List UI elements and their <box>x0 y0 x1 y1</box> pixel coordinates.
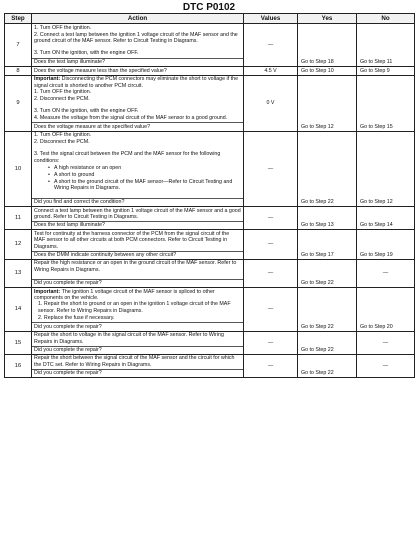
step-number: 16 <box>5 354 32 377</box>
step-value: — <box>244 230 298 260</box>
action-item: 1. Turn OFF the ignition. <box>34 88 92 95</box>
step-action: Repair the short to voltage in the signal circuit of the MAF sensor. Refer to Wiring Repairs in Diagrams. <box>32 331 244 346</box>
step-no: Go to Step 15 <box>357 75 415 131</box>
table-row <box>5 331 415 346</box>
table-row <box>5 354 415 369</box>
table-row <box>5 259 415 279</box>
step-number: 9 <box>5 75 32 131</box>
step-action <box>32 288 244 323</box>
step-no: — <box>357 331 415 354</box>
table-row <box>5 75 415 123</box>
step-question: Did you complete the repair? <box>32 323 244 331</box>
step-value: — <box>244 354 298 377</box>
step-value: — <box>244 207 298 230</box>
important-label: Important: <box>34 288 61 295</box>
action-item: 2. Connect a test lamp between the ignition 1 voltage circuit of the MAF sensor and the ground circuit of the MAF sensor. Refer to Circuit Testing in Diagrams. <box>34 31 238 45</box>
important-text: The ignition 1 voltage circuit of the MAF sensor is spliced to other components on the vehicle. <box>34 288 215 302</box>
step-yes: Go to Step 18 <box>298 24 357 67</box>
bullet-item: A short to the ground circuit of the MAF sensor—Refer to Circuit Testing and Wiring Repairs in Diagrams. <box>54 178 233 192</box>
header-action: Action <box>32 14 244 24</box>
important-label: Important: <box>34 76 61 83</box>
header-step: Step <box>5 14 32 24</box>
table-row <box>5 230 415 251</box>
step-yes: Go to Step 12 <box>298 75 357 131</box>
bullet-icon: • <box>48 171 50 178</box>
step-yes: Go to Step 22 <box>298 354 357 377</box>
step-number: 14 <box>5 288 32 332</box>
step-value: — <box>244 259 298 287</box>
step-value: — <box>244 288 298 332</box>
action-text: Repair the high resistance or an open in the ground circuit of the MAF sensor. Refer to Wiring Repairs in Diagrams. <box>34 260 237 273</box>
step-yes: Go to Step 22 <box>298 131 357 206</box>
step-value: 0 V <box>244 75 298 131</box>
action-item: 2. Disconnect the PCM. <box>34 95 90 102</box>
action-item: 4. Measure the voltage from the signal circuit of the MAF sensor to a good ground. <box>34 114 228 121</box>
header-row <box>5 14 415 24</box>
bullet-item: A short to ground <box>54 171 95 178</box>
action-item: 2. Disconnect the PCM. <box>34 139 90 146</box>
step-question: Does the test lamp illuminate? <box>32 58 244 66</box>
step-value: — <box>244 331 298 354</box>
step-yes: Go to Step 13 <box>298 207 357 230</box>
step-yes: Go to Step 22 <box>298 288 357 332</box>
step-action: Connect a test lamp between the ignition 1 voltage circuit of the MAF sensor and a good ground. Refer to Circuit Testing in Diagrams. <box>32 207 244 222</box>
step-action <box>32 24 244 58</box>
header-values: Values <box>244 14 298 24</box>
action-item: 3. Turn ON the ignition, with the engine OFF. <box>34 107 139 114</box>
table-row <box>5 288 415 323</box>
step-no: — <box>357 259 415 287</box>
step-no: Go to Step 20 <box>357 288 415 332</box>
table-row <box>5 207 415 222</box>
step-question: Does the test lamp illuminate? <box>32 221 244 229</box>
step-no: Go to Step 9 <box>357 67 415 75</box>
bullet-item: A high resistance or an open <box>54 164 122 171</box>
step-no: Go to Step 19 <box>357 230 415 260</box>
step-yes: Go to Step 10 <box>298 67 357 75</box>
step-number: 7 <box>5 24 32 67</box>
step-yes: Go to Step 17 <box>298 230 357 260</box>
step-action <box>32 75 244 123</box>
bullet-icon: • <box>48 178 50 185</box>
step-question: Does the voltage measure at the specified value? <box>32 123 244 131</box>
step-number: 10 <box>5 131 32 206</box>
step-action: Test for continuity at the harness connector of the PCM from the signal circuit of the MAF sensor to all other circuits at both PCM connectors. Refer to Circuit Testing in Diagrams. <box>32 230 244 251</box>
step-action <box>32 259 244 279</box>
step-question: Does the voltage measure less than the specified value? <box>32 67 244 75</box>
step-no: Go to Step 12 <box>357 131 415 206</box>
step-no: Go to Step 11 <box>357 24 415 67</box>
step-number: 8 <box>5 67 32 75</box>
step-question: Does the DMM indicate continuity between any other circuit? <box>32 251 244 259</box>
step-question: Did you complete the repair? <box>32 369 244 377</box>
step-question: Did you complete the repair? <box>32 279 244 287</box>
page-title: DTC P0102 <box>182 2 236 13</box>
action-item: 3. Turn ON the ignition, with the engine OFF. <box>34 50 139 57</box>
step-no: Go to Step 14 <box>357 207 415 230</box>
step-value: — <box>244 24 298 67</box>
table-row <box>5 67 415 75</box>
step-yes: Go to Step 22 <box>298 259 357 287</box>
header-yes: Yes <box>298 14 357 24</box>
step-question: Did you find and correct the condition? <box>32 198 244 206</box>
step-value: — <box>244 131 298 206</box>
step-action: Repair the short between the signal circuit of the MAF sensor and the circuit for which the DTC set. Refer to Wiring Repairs in Diagrams. <box>32 354 244 369</box>
action-item: 3. Test the signal circuit between the PCM and the MAF sensor for the following conditions: <box>34 151 221 164</box>
step-question: Did you complete the repair? <box>32 346 244 354</box>
step-number: 11 <box>5 207 32 230</box>
action-item: 1. Turn OFF the ignition. <box>34 24 92 31</box>
action-item: 2. Replace the fuse if necessary. <box>38 314 115 321</box>
step-no: — <box>357 354 415 377</box>
step-number: 12 <box>5 230 32 260</box>
step-action <box>32 131 244 198</box>
table-row <box>5 24 415 58</box>
step-number: 15 <box>5 331 32 354</box>
step-yes: Go to Step 22 <box>298 331 357 354</box>
header-no: No <box>357 14 415 24</box>
table-row <box>5 131 415 198</box>
diagnostic-table <box>4 13 415 378</box>
action-item: 1. Turn OFF the ignition. <box>34 132 92 139</box>
bullet-icon: • <box>48 164 50 171</box>
important-text: Disconnecting the PCM connectors may eliminate the short to voltage if the signal circuit is shorted to another PCM circuit. <box>34 76 239 89</box>
action-item: 1. Repair the short to ground or an open in the ignition 1 voltage circuit of the MAF sensor. Refer to Wiring Repairs in Diagrams. <box>38 301 231 314</box>
step-value: 4.5 V <box>244 67 298 75</box>
step-number: 13 <box>5 259 32 287</box>
